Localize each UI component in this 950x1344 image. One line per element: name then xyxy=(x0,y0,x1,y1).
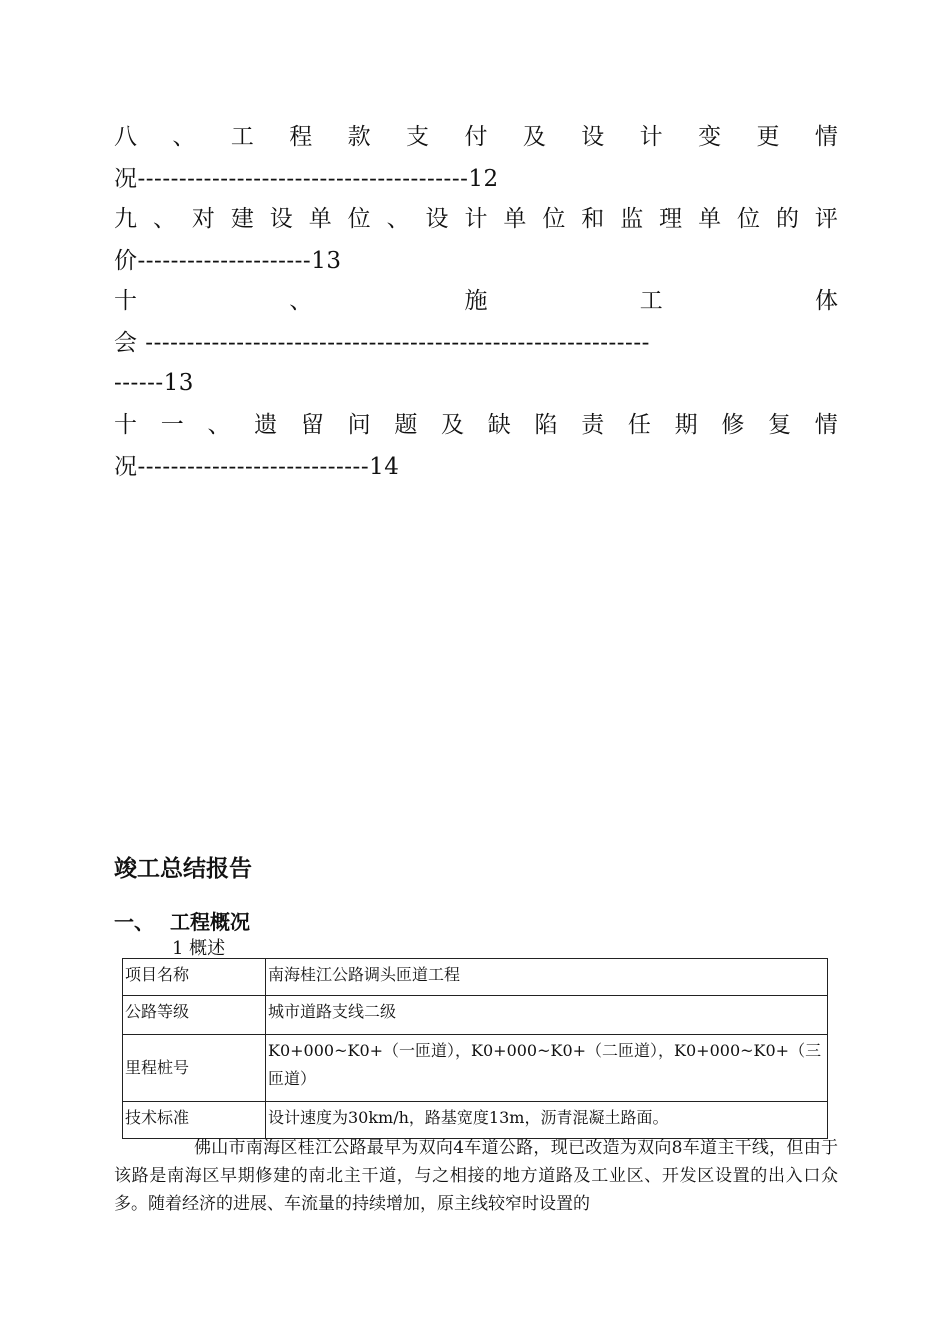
toc-char: 的 xyxy=(775,206,799,232)
subsection-heading: 1 概述 xyxy=(172,938,226,959)
toc-char: 更 xyxy=(756,124,780,150)
toc-char: 位 xyxy=(737,206,760,232)
overview-paragraph xyxy=(114,1134,838,1218)
toc-entry-8-line1 xyxy=(114,122,838,152)
paragraph-text: 佛山市南海区桂江公路最早为双向4车道公路，现已改造为双向8车道主干线，但由于该路是南海区早期修建的南北主干道，与之相接的地方道路及工业区、开发区设置的出入口众多。随着经济的进展、车流量的持续增加，原主线较窄时设置的 xyxy=(114,1138,838,1214)
project-info-table xyxy=(122,958,828,1139)
toc-char: 任 xyxy=(627,412,651,438)
toc-char: 复 xyxy=(768,412,792,438)
toc-char: 遗 xyxy=(254,412,278,438)
toc-char: 位 xyxy=(347,206,371,232)
toc-char: 变 xyxy=(698,124,722,150)
section-number: 一、 xyxy=(114,910,154,934)
table-value: 城市道路支线二级 xyxy=(266,996,828,1035)
toc-char: 及 xyxy=(522,124,546,150)
section-heading xyxy=(114,906,250,935)
toc-char: 、 xyxy=(172,124,196,150)
toc-char: 施 xyxy=(464,288,488,314)
toc-char: 单 xyxy=(698,206,722,232)
toc-entry-10-leader: 会 ------------------------------------------------------------- xyxy=(114,330,650,356)
toc-char: 情 xyxy=(814,412,838,438)
toc-char: 设 xyxy=(425,206,449,232)
table-row xyxy=(123,996,828,1035)
toc-char: 八 xyxy=(114,124,137,150)
toc-entry-11-line1 xyxy=(114,410,838,440)
toc-char: 陷 xyxy=(534,412,558,438)
toc-entry-8-leader: 况----------------------------------------12 xyxy=(114,166,499,192)
toc-char: 题 xyxy=(394,412,418,438)
table-key: 公路等级 xyxy=(123,996,266,1035)
toc-char: 监 xyxy=(620,206,644,232)
table-value: K0+000~K0+（一匝道），K0+000~K0+（二匝道），K0+000~K0+（三匝道） xyxy=(266,1035,828,1102)
toc-char: 十 xyxy=(114,288,137,314)
table-key: 项目名称 xyxy=(123,959,266,996)
toc-char: 责 xyxy=(581,412,605,438)
toc-char: 九 xyxy=(114,206,137,232)
toc-char: 、 xyxy=(152,206,176,232)
toc-char: 对 xyxy=(191,206,215,232)
toc-char: 单 xyxy=(503,206,527,232)
toc-char: 计 xyxy=(639,124,663,150)
toc-char: 单 xyxy=(308,206,332,232)
toc-char: 付 xyxy=(464,124,488,150)
toc-char: 及 xyxy=(441,412,465,438)
toc-char: 、 xyxy=(386,206,410,232)
toc-char: 和 xyxy=(581,206,605,232)
toc-entry-9-line1 xyxy=(114,204,838,234)
toc-char: 建 xyxy=(230,206,254,232)
table-value: 南海桂江公路调头匝道工程 xyxy=(266,959,828,996)
table-row xyxy=(123,1102,828,1139)
section-title: 工程概况 xyxy=(170,910,250,934)
toc-char: 情 xyxy=(814,124,838,150)
toc-char: 期 xyxy=(674,412,698,438)
toc-entry-11-leader: 况----------------------------14 xyxy=(114,454,400,480)
toc-char: 十 xyxy=(114,412,137,438)
toc-char: 设 xyxy=(581,124,605,150)
toc-entry-10-leader-cont: ------13 xyxy=(114,370,194,396)
toc-char: 一 xyxy=(160,412,184,438)
toc-char: 问 xyxy=(347,412,371,438)
table-key: 里程桩号 xyxy=(123,1035,266,1102)
toc-char: 设 xyxy=(269,206,293,232)
toc-char: 理 xyxy=(659,206,683,232)
toc-entry-10-line1 xyxy=(114,286,838,316)
toc-char: 工 xyxy=(639,288,663,314)
toc-char: 体 xyxy=(815,288,838,314)
toc-char: 、 xyxy=(289,288,313,314)
toc-char: 支 xyxy=(406,124,430,150)
table-value: 设计速度为30km/h，路基宽度13m，沥青混凝土路面。 xyxy=(266,1102,828,1139)
toc-char: 修 xyxy=(721,412,745,438)
table-key: 技术标准 xyxy=(123,1102,266,1139)
toc-char: 计 xyxy=(464,206,488,232)
toc-entry-9-leader: 价---------------------13 xyxy=(114,248,342,274)
toc-char: 留 xyxy=(300,412,324,438)
toc-char: 程 xyxy=(289,124,313,150)
toc-char: 位 xyxy=(542,206,566,232)
table-row xyxy=(123,959,828,996)
toc-char: 、 xyxy=(207,412,231,438)
toc-char: 评 xyxy=(814,206,838,232)
toc-char: 款 xyxy=(347,124,371,150)
toc-char: 工 xyxy=(230,124,254,150)
table-row xyxy=(123,1035,828,1102)
toc-char: 缺 xyxy=(487,412,511,438)
report-title: 竣工总结报告 xyxy=(114,856,252,882)
